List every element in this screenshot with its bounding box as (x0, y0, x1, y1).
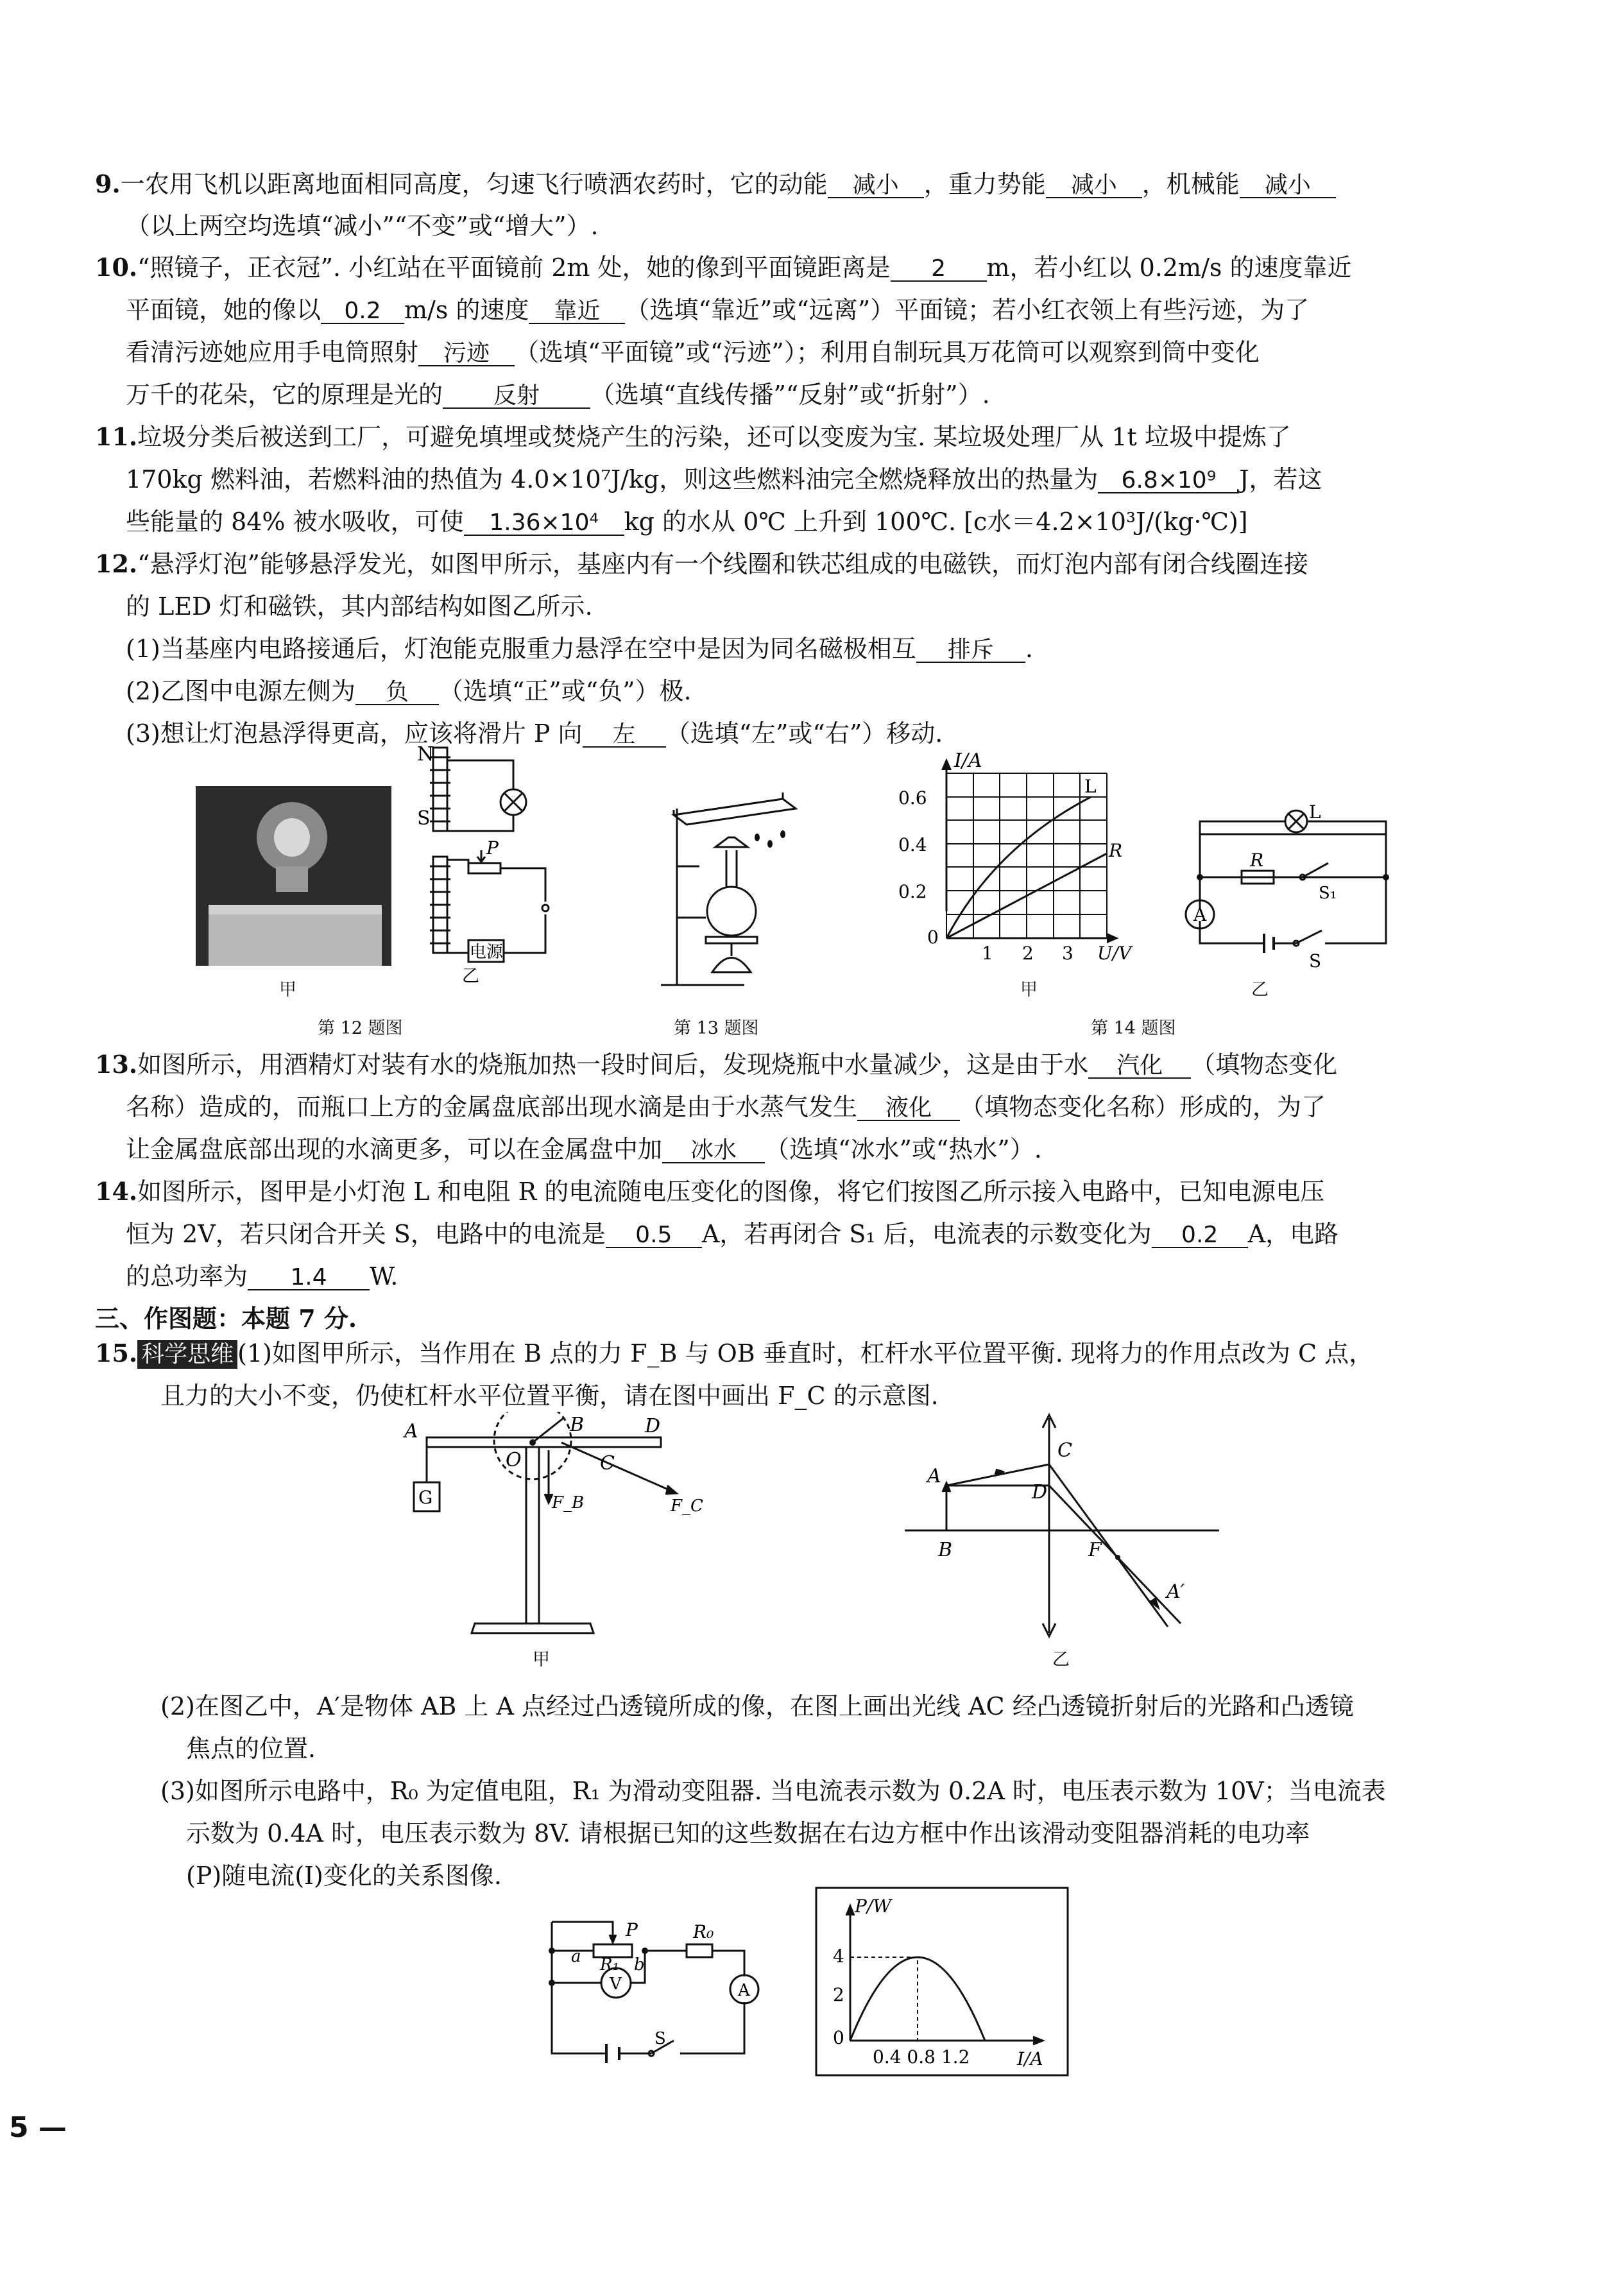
fig14-label-jia: 甲 (1020, 980, 1038, 1000)
fig15-circuit (539, 1915, 783, 2063)
q14-text: A，电路 (1247, 1220, 1339, 1248)
q10-text: 看清污迹她应用手电筒照射 (126, 338, 419, 366)
tick-x-2: 2 (1022, 943, 1034, 964)
q10-answer-2: 0.2 (321, 300, 404, 324)
tick-y-06: 0.6 (898, 787, 927, 809)
tick-x-1: 1 (982, 943, 993, 964)
q9-answer-3: 减小 (1240, 174, 1336, 198)
tick-origin: 0 (833, 2027, 844, 2048)
tick-y-02: 0.2 (898, 881, 927, 902)
q10-answer-1: 2 (891, 257, 987, 282)
q15-line2: 且力的大小不变，仍使杠杆水平位置平衡，请在图中画出 F_C 的示意图. (160, 1382, 939, 1410)
question-number: 13. (95, 1050, 138, 1079)
q12-text: (3)想让灯泡悬浮得更高，应该将滑片 P 向 (126, 719, 583, 748)
point-D-label: D (1032, 1481, 1048, 1504)
terminal-a-label: a (571, 1947, 581, 1966)
q12-answer-1: 排斥 (916, 638, 1025, 663)
q9-line1 (95, 169, 1336, 198)
pole-S-label: S (417, 807, 431, 830)
resistor-R0-label: R₀ (693, 1921, 714, 1942)
skill-tag: 科学思维 (137, 1340, 237, 1369)
force-FC-label: F_C (671, 1496, 703, 1516)
q14-line3 (126, 1264, 398, 1290)
q10-answer-4: 污迹 (418, 342, 515, 366)
q15-text: (1)如图甲所示，当作用在 B 点的力 F_B 与 OB 垂直时，杠杆水平位置平衡. 现将力的作用点改为 C 点， (237, 1339, 1374, 1367)
q14-text: 恒为 2V，若只闭合开关 S，电路中的电流是 (126, 1220, 606, 1248)
image-A-prime-label: A′ (1167, 1581, 1185, 1603)
question-number: 14. (95, 1177, 138, 1206)
switch-S1-label: S₁ (1319, 884, 1337, 903)
fig12-circuit-yi (391, 741, 571, 985)
q15-part2-line2: 焦点的位置. (186, 1735, 316, 1763)
point-B-label: B (570, 1414, 585, 1436)
ammeter-A-label: A (1193, 904, 1207, 925)
line-R-label: R (1109, 840, 1123, 861)
q13-text: 如图所示，用酒精灯对装有水的烧瓶加热一段时间后，发现烧瓶中水量减少，这是由于水 (137, 1050, 1089, 1079)
q12-answer-3: 左 (583, 723, 666, 748)
q14-answer-1: 0.5 (606, 1224, 702, 1248)
q9-answer-2: 减小 (1046, 174, 1142, 198)
fig15-p-i-graph (815, 1887, 1072, 2079)
fig14-circuit-yi (1181, 799, 1399, 985)
q9-text: 一农用飞机以距离地面相同高度，匀速飞行喷洒农药时，它的动能 (120, 170, 828, 198)
q13-text: 名称）造成的，而瓶口上方的金属盘底部出现水滴是由于水蒸气发生 (126, 1093, 858, 1121)
point-C-label: C (1057, 1439, 1072, 1462)
question-number: 11. (95, 422, 138, 451)
slider-P-label: P (486, 837, 499, 859)
focus-F-label: F (1088, 1539, 1102, 1561)
pole-N-label: N (417, 743, 434, 766)
q9-line2: （以上两空均选填“减小”“不变”或“增大”）. (126, 212, 599, 240)
q15-part3-line2: 示数为 0.4A 时，电压表示数为 8V. 请根据已知的这些数据在右边方框中作出该滑动变阻器消耗的电功率 (186, 1819, 1310, 1847)
q14-line1 (95, 1179, 1324, 1204)
q14-answer-2: 0.2 (1152, 1224, 1248, 1248)
fig14-label-yi: 乙 (1251, 980, 1269, 1000)
rheostat-R1-label: R₁ (600, 1955, 619, 1975)
point-A-label: A (404, 1420, 418, 1443)
fig12-label-yi: 乙 (462, 966, 479, 985)
question-number: 10. (95, 253, 138, 282)
fig13-distillation-apparatus (654, 789, 808, 995)
q14-line2 (126, 1222, 1338, 1248)
q10-text: （选填“直线传播”“反射”或“折射”）. (590, 381, 990, 409)
q12-text: (2)乙图中电源左侧为 (126, 677, 355, 705)
q10-answer-3: 靠近 (529, 300, 625, 324)
resistor-R-label: R (1250, 850, 1264, 871)
q10-text: 万千的花朵，它的原理是光的 (126, 381, 443, 409)
q12-line2: 的 LED 灯和磁铁，其内部结构如图乙所示. (126, 592, 593, 621)
power-source-label: 电源 (470, 943, 504, 962)
q12-text: （选填“左”或“右”）移动. (665, 719, 943, 748)
q9-text: ，重力势能 (923, 170, 1046, 198)
q11-text: 垃圾分类后被送到工厂，可避免填埋或焚烧产生的污染，还可以变废为宝. 某垃圾处理厂从 1t 垃圾中提炼了 (137, 423, 1291, 451)
fig12-caption: 第 12 题图 (318, 1018, 403, 1038)
object-A-label: A (927, 1465, 941, 1487)
q9-answer-1: 减小 (828, 174, 924, 198)
q12-text: “悬浮灯泡”能够悬浮发光，如图甲所示，基座内有一个线圈和铁芯组成的电磁铁，而灯泡内部有闭合线圈连接 (137, 550, 1308, 578)
q10-text: m/s 的速度 (404, 296, 529, 324)
lamp-L-label: L (1309, 801, 1321, 823)
axis-label-I: I/A (954, 751, 982, 772)
q15-part3-line1: (3)如图所示电路中，R₀ 为定值电阻，R₁ 为滑动变阻器. 当电流表示数为 0.2A 时，电压表示数为 10V；当电流表 (160, 1777, 1386, 1805)
q12-sub2 (126, 679, 692, 705)
q15-part3-line3: (P)随电流(I)变化的关系图像. (186, 1862, 502, 1890)
q10-text: （选填“平面镜”或“污迹”）；利用自制玩具万花筒可以观察到筒中变化 (515, 338, 1260, 366)
q14-text: 的总功率为 (126, 1262, 248, 1290)
q10-line1 (95, 255, 1351, 282)
q15-line1 (95, 1341, 1373, 1366)
q12-line1 (95, 549, 1308, 578)
tick-x-labels: 0.4 0.8 1.2 (873, 2046, 970, 2068)
switch-S-label: S (1309, 950, 1322, 972)
page-number: 5 — (9, 2111, 67, 2144)
axis-label-U: U/V (1097, 943, 1132, 964)
axis-label-P: P/W (855, 1896, 892, 1917)
q12-text: （选填“正”或“负”）极. (438, 677, 692, 705)
tick-y-04: 0.4 (898, 834, 927, 855)
q10-line4 (126, 382, 990, 409)
voltmeter-V-label: V (610, 1975, 622, 1994)
q11-text: 些能量的 84% 被水吸收，可使 (126, 508, 464, 536)
q13-answer-1: 汽化 (1088, 1054, 1191, 1079)
q14-text: A，若再闭合 S₁ 后，电流表的示数变化为 (701, 1220, 1152, 1248)
q10-text: “照镜子，正衣冠”. 小红站在平面镜前 2m 处，她的像到平面镜距离是 (137, 253, 891, 282)
q13-line2 (126, 1095, 1326, 1121)
q13-text: （选填“冰水”或“热水”）. (765, 1135, 1042, 1163)
q12-text: (1)当基座内电路接通后，灯泡能克服重力悬浮在空中是因为同名磁极相互 (126, 635, 916, 663)
switch-S-label: S (654, 2029, 666, 2048)
q11-text: J，若这 (1239, 465, 1322, 493)
q12-answer-2: 负 (355, 681, 439, 705)
fig13-caption: 第 13 题图 (674, 1018, 759, 1038)
point-O-label: O (506, 1449, 522, 1471)
tick-y-4: 4 (833, 1946, 844, 1967)
ammeter-A-label: A (738, 1981, 750, 2000)
point-C-label: C (600, 1452, 615, 1475)
curve-L-label: L (1084, 776, 1097, 797)
q14-text: 如图所示，图甲是小灯泡 L 和电阻 R 的电流随电压变化的图像，将它们按图乙所示接入电路中，已知电源电压 (137, 1178, 1325, 1206)
tick-origin: 0 (927, 927, 939, 948)
q11-answer-1: 6.8×10⁹ (1098, 469, 1239, 493)
q10-line2 (126, 298, 1309, 324)
fig14-iu-graph (885, 751, 1161, 969)
q12-text: . (1025, 635, 1033, 663)
q11-text: 170kg 燃料油，若燃料油的热值为 4.0×10⁷J/kg，则这些燃料油完全燃烧释放出的热量为 (126, 465, 1099, 493)
q13-text: 让金属盘底部出现的水滴更多，可以在金属盘中加 (126, 1135, 663, 1163)
object-B-label: B (938, 1539, 953, 1561)
question-number: 12. (95, 549, 138, 578)
q11-answer-2: 1.36×10⁴ (464, 511, 624, 536)
q13-line3 (126, 1137, 1042, 1163)
force-FB-label: F_B (552, 1493, 585, 1512)
q11-text: kg 的水从 0℃ 上升到 100℃. [c水＝4.2×10³J/(kg·℃)] (624, 508, 1248, 536)
terminal-b-label: b (634, 1955, 645, 1975)
q13-answer-2: 液化 (857, 1097, 960, 1121)
q10-text: m，若小红以 0.2m/s 的速度靠近 (986, 253, 1352, 282)
q15-part2-line1: (2)在图乙中，A′是物体 AB 上 A 点经过凸透镜所成的像，在图上画出光线 AC 经凸透镜折射后的光路和凸透镜 (160, 1692, 1354, 1720)
fig15-label-yi: 乙 (1052, 1650, 1070, 1670)
fig15-label-jia: 甲 (533, 1650, 550, 1668)
q13-line1 (95, 1052, 1337, 1079)
point-D-label: D (645, 1415, 661, 1437)
fig14-caption: 第 14 题图 (1091, 1018, 1176, 1038)
tick-x-3: 3 (1062, 943, 1073, 964)
q11-line2 (126, 467, 1322, 493)
fig15-lever-jia (398, 1412, 731, 1668)
axis-label-I: I/A (1017, 2048, 1043, 2069)
section-heading: 三、作图题：本题 7 分. (95, 1304, 357, 1333)
q11-line1 (95, 422, 1291, 451)
question-number: 15. (95, 1339, 138, 1367)
slider-P-label: P (626, 1919, 638, 1940)
q10-text: （选填“靠近”或“远离”）平面镜；若小红衣领上有些污迹，为了 (625, 296, 1310, 324)
fig15-lens-yi (898, 1405, 1232, 1675)
q11-line3 (126, 510, 1248, 536)
fig12-label-jia: 甲 (279, 980, 296, 1000)
q14-answer-3: 1.4 (248, 1266, 370, 1290)
q10-text: 平面镜，她的像以 (126, 296, 321, 324)
tick-y-2: 2 (833, 1984, 844, 2005)
q12-sub1 (126, 637, 1033, 663)
q14-text: W. (370, 1262, 398, 1290)
q13-answer-3: 冰水 (662, 1139, 765, 1163)
question-number: 9. (95, 169, 121, 198)
q10-line3 (126, 340, 1260, 366)
q9-text: ，机械能 (1142, 170, 1240, 198)
q13-text: （填物态变化 (1191, 1050, 1338, 1079)
levitating-bulb-photo (196, 786, 391, 966)
weight-G-label: G (418, 1487, 433, 1508)
q13-text: （填物态变化名称）形成的，为了 (960, 1093, 1326, 1121)
q10-answer-5: 反射 (443, 384, 590, 409)
